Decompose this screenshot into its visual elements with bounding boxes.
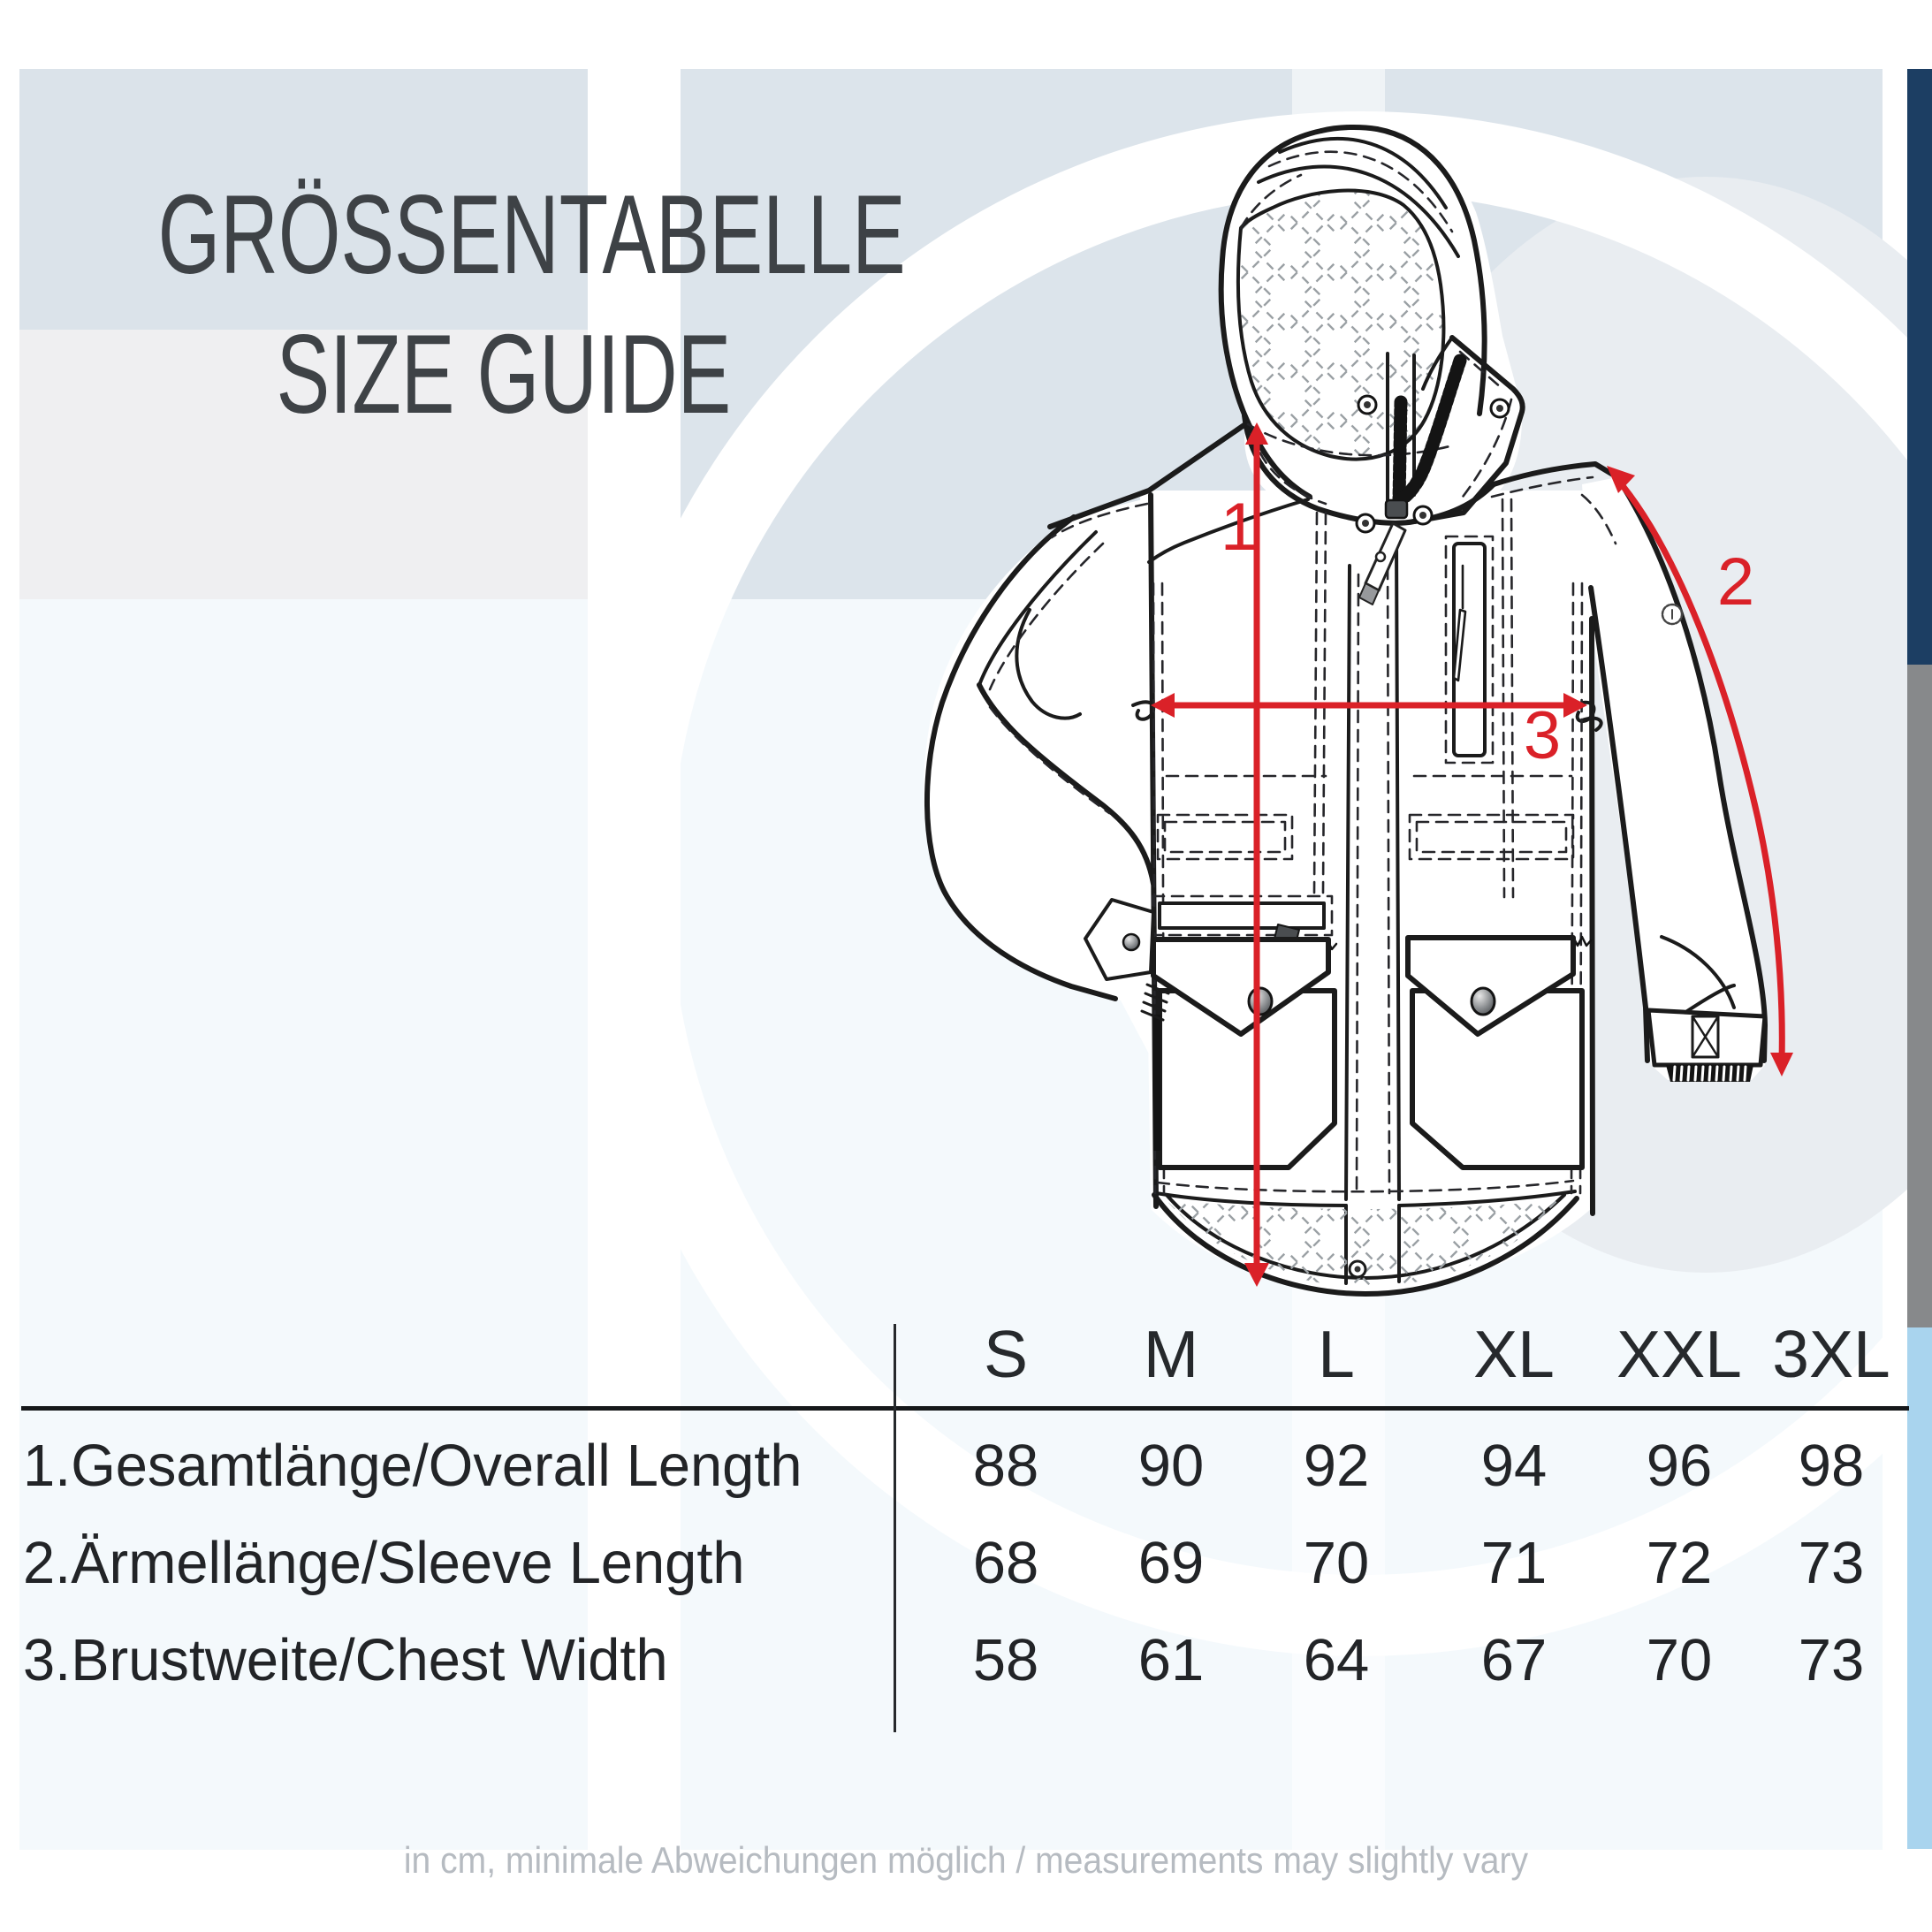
table-cell: 92 xyxy=(1303,1433,1370,1499)
size-column-header: XL xyxy=(1473,1317,1555,1391)
edge-bar-lightblue xyxy=(1907,1327,1932,1849)
pocket-left-bellows xyxy=(1153,1015,1160,1151)
table-cell: 70 xyxy=(1303,1530,1370,1596)
title-line-english: SIZE GUIDE xyxy=(276,311,732,437)
table-horizontal-rule xyxy=(21,1406,1909,1411)
table-cell: 73 xyxy=(1798,1627,1865,1693)
size-column-header: XXL xyxy=(1616,1317,1742,1391)
table-cell: 68 xyxy=(972,1530,1039,1596)
snap-flap-right xyxy=(1472,988,1495,1015)
table-cell: 61 xyxy=(1137,1627,1205,1693)
snap-flap-left xyxy=(1249,988,1272,1015)
table-cell: 90 xyxy=(1137,1433,1205,1499)
edge-bar-gray xyxy=(1907,665,1932,1327)
table-cell: 88 xyxy=(972,1433,1039,1499)
table-row-label: 1.Gesamtlänge/Overall Length xyxy=(23,1433,802,1499)
table-cell: 96 xyxy=(1646,1433,1713,1499)
table-cell: 71 xyxy=(1480,1530,1548,1596)
size-column-header: S xyxy=(983,1317,1029,1391)
arrow-label-3: 3 xyxy=(1523,698,1562,773)
title-line-german: GRÖSSENTABELLE xyxy=(157,171,906,297)
page-title xyxy=(9,164,999,444)
table-cell: 98 xyxy=(1798,1433,1865,1499)
table-cell: 70 xyxy=(1646,1627,1713,1693)
arrow-label-2: 2 xyxy=(1716,544,1755,620)
table-cell: 94 xyxy=(1480,1433,1548,1499)
table-cell: 67 xyxy=(1480,1627,1548,1693)
table-cell: 69 xyxy=(1137,1530,1205,1596)
footer-note: in cm, minimale Abweichungen möglich / measurements may slightly vary xyxy=(403,1839,1529,1881)
size-column-header: L xyxy=(1318,1317,1355,1391)
zipper-teeth-left xyxy=(1399,402,1401,500)
table-cell: 64 xyxy=(1303,1627,1370,1693)
table-vertical-divider xyxy=(894,1324,896,1732)
edge-bar-navy xyxy=(1907,69,1932,665)
hem-button-dot xyxy=(1355,1266,1361,1273)
torso-fill xyxy=(1140,491,1591,1292)
table-cell: 58 xyxy=(972,1627,1039,1693)
size-column-header: 3XL xyxy=(1772,1317,1890,1391)
table-row-label: 2.Ärmellänge/Sleeve Length xyxy=(23,1530,745,1596)
table-cell: 73 xyxy=(1798,1530,1865,1596)
size-column-header: M xyxy=(1143,1317,1199,1391)
table-cell: 72 xyxy=(1646,1530,1713,1596)
table-row-label: 3.Brustweite/Chest Width xyxy=(23,1627,668,1693)
arrow-label-1: 1 xyxy=(1220,490,1259,565)
